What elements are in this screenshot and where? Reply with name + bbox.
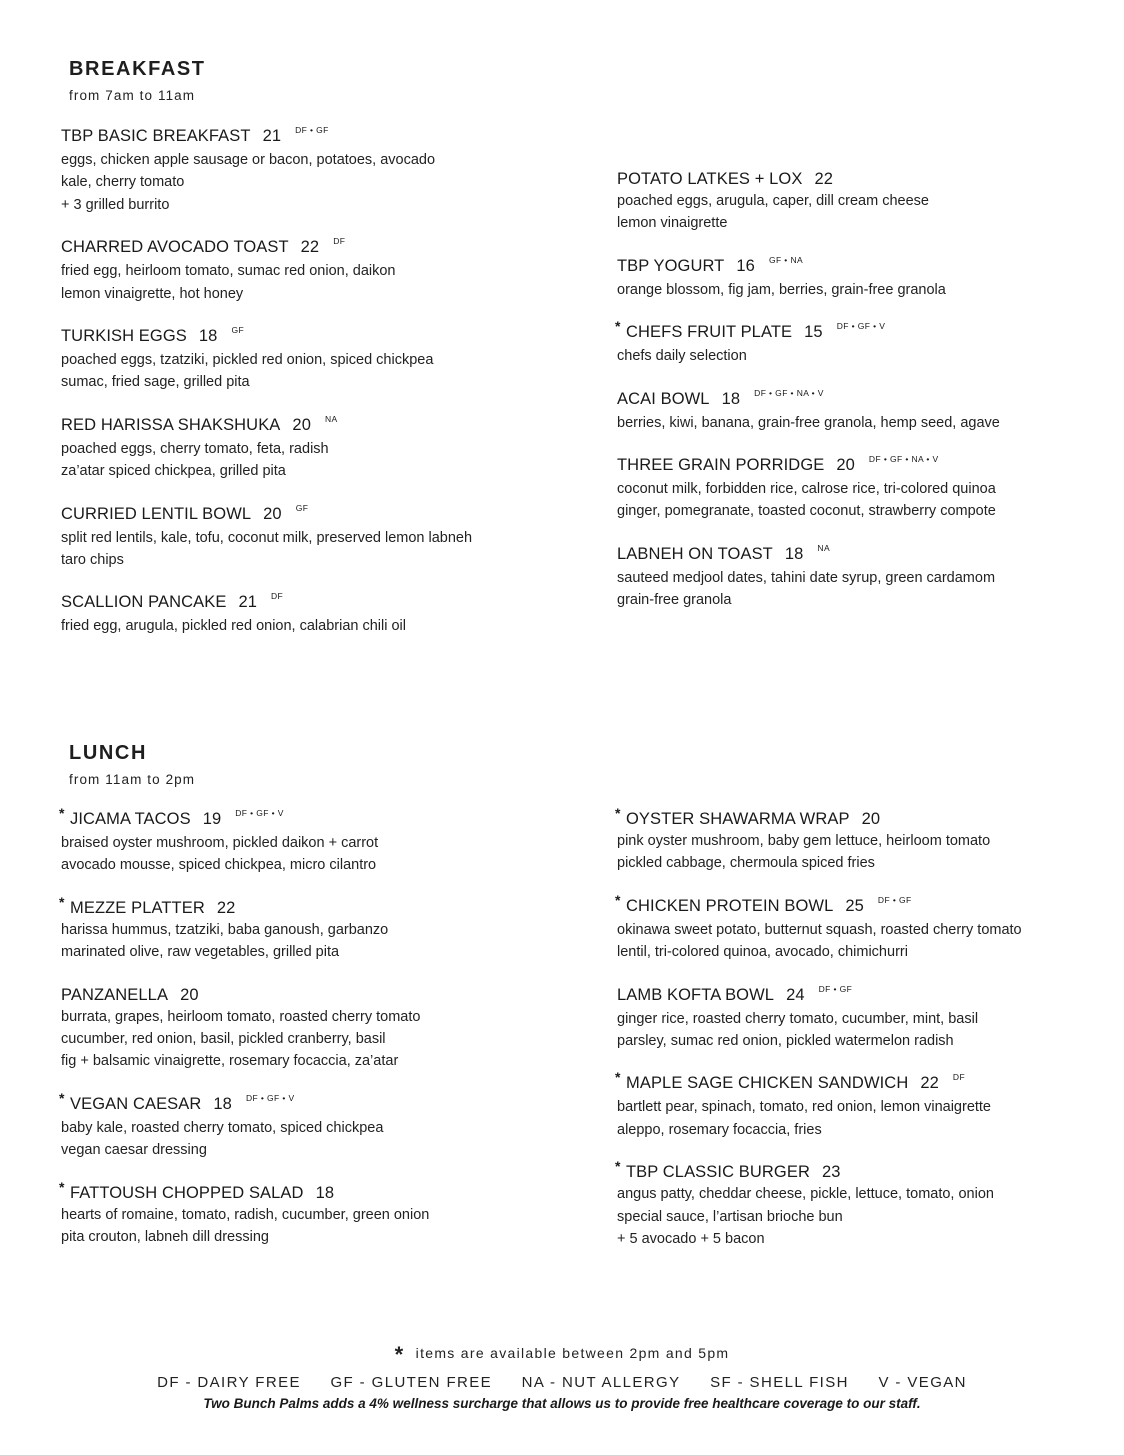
lunch-left-column [59, 805, 561, 1268]
description-line: vegan caesar dressing [61, 1142, 207, 1159]
menu-item-name: OYSTER SHAWARMA WRAP [626, 810, 850, 828]
description-line: lemon vinaigrette, hot honey [61, 285, 244, 302]
menu-item-header [615, 1158, 1117, 1183]
menu-item [615, 318, 1117, 367]
menu-item-dietary-tags: DF [952, 1072, 966, 1083]
menu-item-dietary-tags: DF [333, 236, 346, 247]
description-line: taro chips [61, 552, 124, 569]
menu-item-description [617, 1183, 1117, 1250]
menu-item-name: JICAMA TACOS [70, 810, 191, 828]
menu-item-price: 18 [721, 389, 741, 408]
menu-item-dietary-tags: DF [271, 591, 284, 602]
description-line: okinawa sweet potato, butternut squash, roasted cherry tomato [617, 921, 1022, 938]
menu-item-description [617, 478, 1117, 523]
menu-item-name: CHARRED AVOCADO TOAST [61, 238, 289, 257]
menu-item-price: 19 [202, 810, 222, 828]
menu-item-dietary-tags: GF [231, 325, 245, 336]
menu-item-name: PANZANELLA [61, 985, 169, 1004]
menu-item-dietary-tags: GF [295, 502, 309, 513]
menu-item-price: 18 [784, 544, 804, 563]
menu-item-header [61, 984, 561, 1006]
description-line: special sauce, l’artisan brioche bun [617, 1208, 843, 1225]
menu-item-price: 20 [292, 415, 311, 434]
menu-item-description [617, 567, 1117, 612]
menu-item-price: 22 [300, 238, 320, 257]
menu-item-header [61, 325, 561, 349]
description-line: berries, kiwi, banana, grain-free granola, hemp seed, agave [617, 414, 1000, 431]
menu-item-dietary-tags: DF • GF [877, 894, 912, 905]
menu-item-name: SCALLION PANCAKE [61, 593, 227, 612]
afternoon-star-icon: * [59, 893, 65, 910]
menu-item [617, 168, 1117, 235]
description-line: fried egg, heirloom tomato, sumac red onion, daikon [61, 263, 396, 280]
menu-item-header [59, 893, 561, 919]
description-line: pickled cabbage, chermoula spiced fries [617, 855, 875, 872]
menu-item-description [61, 615, 561, 637]
menu-item-name: ACAI BOWL [617, 389, 710, 408]
menu-item-dietary-tags: DF • GF [295, 125, 329, 135]
menu-item-price: 20 [263, 504, 282, 523]
menu-item-dietary-tags: DF • GF • V [836, 321, 886, 332]
menu-item-description [617, 919, 1117, 964]
description-line: lentil, tri-colored quinoa, avocado, chimichurri [617, 944, 908, 961]
menu-item-header [61, 503, 561, 527]
menu-item-name: TBP CLASSIC BURGER [626, 1163, 810, 1182]
menu-item-description [617, 412, 1117, 434]
menu-item-header [617, 984, 1117, 1008]
description-line: za’atar spiced chickpea, grilled pita [61, 463, 286, 480]
afternoon-star-icon: * [615, 318, 621, 335]
menu-item-dietary-tags: GF • NA [768, 254, 804, 265]
menu-item [61, 125, 561, 216]
description-line: marinated olive, raw vegetables, grilled pita [61, 944, 340, 961]
menu-item-header [617, 255, 1117, 279]
menu-item [61, 591, 561, 637]
menu-item-name: MAPLE SAGE CHICKEN SANDWICH [626, 1074, 909, 1093]
menu-item [617, 543, 1117, 612]
menu-item [617, 388, 1117, 434]
afternoon-star-icon: * [615, 1069, 621, 1086]
menu-item-name: CURRIED LENTIL BOWL [61, 504, 252, 523]
availability-note [0, 1338, 1124, 1367]
menu-item-dietary-tags: DF • GF [818, 983, 853, 994]
menu-item-description [617, 190, 1117, 235]
description-line: ginger, pomegranate, toasted coconut, strawberry compote [617, 503, 996, 520]
legend-gf: GF - GLUTEN FREE [330, 1374, 493, 1391]
menu-item-description [617, 1096, 1117, 1141]
description-line: bartlett pear, spinach, tomato, red onion, lemon vinaigrette [617, 1099, 991, 1116]
menu-item-price: 21 [262, 127, 282, 145]
lunch-hours: from 11am to 2pm [69, 772, 196, 787]
description-line: sauteed medjool dates, tahini date syrup, green cardamom [617, 569, 996, 586]
menu-item-price: 15 [804, 323, 823, 342]
description-line: baby kale, roasted cherry tomato, spiced chickpea [61, 1119, 384, 1136]
description-line: kale, cherry tomato [61, 174, 185, 191]
menu-item-header [59, 805, 561, 832]
description-line: + 5 avocado + 5 bacon [617, 1231, 765, 1248]
menu-item-description [61, 260, 561, 305]
breakfast-title: BREAKFAST [69, 58, 206, 80]
menu-item-header [617, 168, 1117, 190]
menu-item-dietary-tags: DF • GF • V [245, 1092, 295, 1103]
description-line: + 3 grilled burrito [61, 196, 170, 213]
menu-item-header [617, 543, 1117, 567]
menu-item-dietary-tags: DF • GF • NA • V [754, 387, 824, 398]
menu-item-header [61, 414, 561, 438]
menu-item [61, 503, 561, 572]
surcharge-note: Two Bunch Palms adds a 4% wellness surcharge that allows us to provide free healthcare coverage to our staff. [203, 1396, 921, 1411]
menu-item-name: TBP YOGURT [617, 256, 725, 275]
menu-item-description [61, 438, 561, 483]
menu-item-header [59, 1178, 561, 1204]
menu-item-description [617, 1008, 1117, 1053]
menu-item [615, 1069, 1117, 1141]
menu-item-price: 18 [198, 327, 218, 346]
menu-item-name: CHEFS FRUIT PLATE [626, 323, 793, 342]
description-line: poached eggs, cherry tomato, feta, radish [61, 440, 329, 457]
menu-item-description [61, 349, 561, 394]
menu-item-name: LAMB KOFTA BOWL [617, 985, 775, 1004]
menu-item-header [61, 591, 561, 615]
menu-item-header [615, 805, 1117, 830]
menu-item-description [61, 527, 561, 572]
menu-item [59, 1178, 561, 1249]
menu-item [59, 893, 561, 964]
menu-item-price: 18 [213, 1094, 232, 1113]
menu-item-dietary-tags: NA [817, 542, 831, 553]
legend-v: V - VEGAN [878, 1374, 967, 1391]
menu-item-price: 20 [180, 985, 199, 1004]
description-line: orange blossom, fig jam, berries, grain-free granola [617, 281, 946, 298]
menu-item-name: RED HARISSA SHAKSHUKA [61, 415, 281, 434]
menu-item-header [615, 318, 1117, 345]
afternoon-star-icon: * [59, 1089, 65, 1106]
menu-item-description [61, 919, 561, 964]
description-line: parsley, sumac red onion, pickled watermelon radish [617, 1033, 954, 1050]
description-line: split red lentils, kale, tofu, coconut milk, preserved lemon labneh [61, 529, 473, 546]
description-line: avocado mousse, spiced chickpea, micro cilantro [61, 857, 377, 874]
menu-item-header [615, 1069, 1117, 1096]
description-line: braised oyster mushroom, pickled daikon + carrot [61, 835, 379, 851]
menu-item [59, 1089, 561, 1162]
legend-na: NA - NUT ALLERGY [521, 1374, 681, 1391]
menu-item-name: LABNEH ON TOAST [617, 544, 773, 563]
menu-item-price: 22 [920, 1074, 939, 1093]
dietary-legend [0, 1374, 1124, 1391]
menu-item-name: VEGAN CAESAR [70, 1094, 202, 1113]
menu-item-header [61, 125, 561, 149]
menu-item-name: POTATO LATKES + LOX [617, 170, 803, 188]
description-line: poached eggs, arugula, caper, dill cream cheese [617, 193, 929, 209]
menu-item-description [61, 1117, 561, 1162]
breakfast-left-column [61, 125, 561, 658]
description-line: chefs daily selection [617, 348, 747, 365]
menu-item-header [61, 236, 561, 260]
menu-item-price: 22 [814, 170, 834, 188]
menu-item-name: CHICKEN PROTEIN BOWL [626, 896, 834, 915]
menu-item-dietary-tags: NA [324, 413, 338, 424]
menu-item-price: 25 [845, 896, 864, 915]
description-line: sumac, fried sage, grilled pita [61, 374, 250, 391]
menu-item [61, 984, 561, 1073]
menu-item-name: TBP BASIC BREAKFAST [61, 127, 251, 145]
description-line: angus patty, cheddar cheese, pickle, lettuce, tomato, onion [617, 1186, 994, 1203]
menu-item [617, 255, 1117, 301]
description-line: lemon vinaigrette [617, 215, 728, 232]
menu-item-price: 16 [736, 256, 755, 275]
description-line: pink oyster mushroom, baby gem lettuce, heirloom tomato [617, 833, 991, 849]
afternoon-star-icon: * [59, 1178, 65, 1195]
menu-item-header [59, 1089, 561, 1117]
description-line: fried egg, arugula, pickled red onion, calabrian chili oil [61, 618, 406, 635]
description-line: eggs, chicken apple sausage or bacon, potatoes, avocado [61, 152, 436, 168]
menu-item-description [617, 830, 1117, 875]
note-star-icon: * [394, 1342, 405, 1367]
menu-item-description [61, 832, 561, 877]
breakfast-hours: from 7am to 11am [69, 88, 196, 103]
menu-item-price: 20 [836, 456, 855, 475]
description-line: grain-free granola [617, 592, 732, 609]
menu-item [617, 984, 1117, 1053]
breakfast-right-column [617, 168, 1117, 632]
description-line: poached eggs, tzatziki, pickled red onion, spiced chickpea [61, 352, 434, 369]
menu-item-price: 24 [786, 985, 805, 1004]
menu-item [615, 1158, 1117, 1250]
menu-item [617, 454, 1117, 523]
lunch-right-column [615, 805, 1117, 1270]
menu-item-description [617, 345, 1117, 367]
description-line: hearts of romaine, tomato, radish, cucumber, green onion [61, 1206, 430, 1223]
menu-item-price: 21 [238, 593, 257, 612]
menu-item-description [61, 1204, 561, 1249]
afternoon-star-icon: * [615, 891, 621, 908]
menu-item-header [615, 891, 1117, 919]
menu-item-price: 18 [315, 1183, 335, 1202]
menu-item [615, 805, 1117, 875]
description-line: coconut milk, forbidden rice, calrose rice, tri-colored quinoa [617, 481, 996, 498]
menu-item [61, 325, 561, 394]
menu-item-dietary-tags: DF • GF • V [235, 808, 284, 818]
menu-item [61, 414, 561, 483]
afternoon-star-icon: * [59, 805, 65, 821]
menu-item [61, 236, 561, 305]
description-line: harissa hummus, tzatziki, baba ganoush, garbanzo [61, 921, 389, 938]
description-line: burrata, grapes, heirloom tomato, roasted cherry tomato [61, 1008, 421, 1025]
description-line: pita crouton, labneh dill dressing [61, 1229, 269, 1246]
menu-item-name: MEZZE PLATTER [70, 898, 205, 917]
menu-item-name: TURKISH EGGS [61, 327, 187, 346]
description-line: fig + balsamic vinaigrette, rosemary focaccia, za’atar [61, 1053, 399, 1070]
description-line: ginger rice, roasted cherry tomato, cucumber, mint, basil [617, 1010, 979, 1027]
menu-item-dietary-tags: DF • GF • NA • V [868, 454, 939, 465]
lunch-title: LUNCH [69, 742, 147, 764]
legend-df: DF - DAIRY FREE [157, 1374, 301, 1391]
menu-item-header [617, 454, 1117, 478]
menu-item-description [61, 149, 561, 216]
legend-sf: SF - SHELL FISH [710, 1374, 849, 1391]
menu-item-name: THREE GRAIN PORRIDGE [617, 456, 825, 475]
menu-item-price: 22 [216, 898, 236, 917]
menu-item-price: 20 [861, 810, 881, 828]
afternoon-star-icon: * [615, 805, 621, 821]
afternoon-star-icon: * [615, 1158, 621, 1175]
menu-item-name: FATTOUSH CHOPPED SALAD [70, 1183, 304, 1202]
menu-item-price: 23 [821, 1163, 841, 1182]
menu-item [615, 891, 1117, 964]
description-line: cucumber, red onion, basil, pickled cranberry, basil [61, 1031, 386, 1048]
menu-item-description [61, 1006, 561, 1073]
menu-item [59, 805, 561, 877]
menu-item-header [617, 388, 1117, 412]
menu-item-description [617, 279, 1117, 301]
note-text: items are available between 2pm and 5pm [415, 1345, 730, 1361]
description-line: aleppo, rosemary focaccia, fries [617, 1121, 822, 1138]
